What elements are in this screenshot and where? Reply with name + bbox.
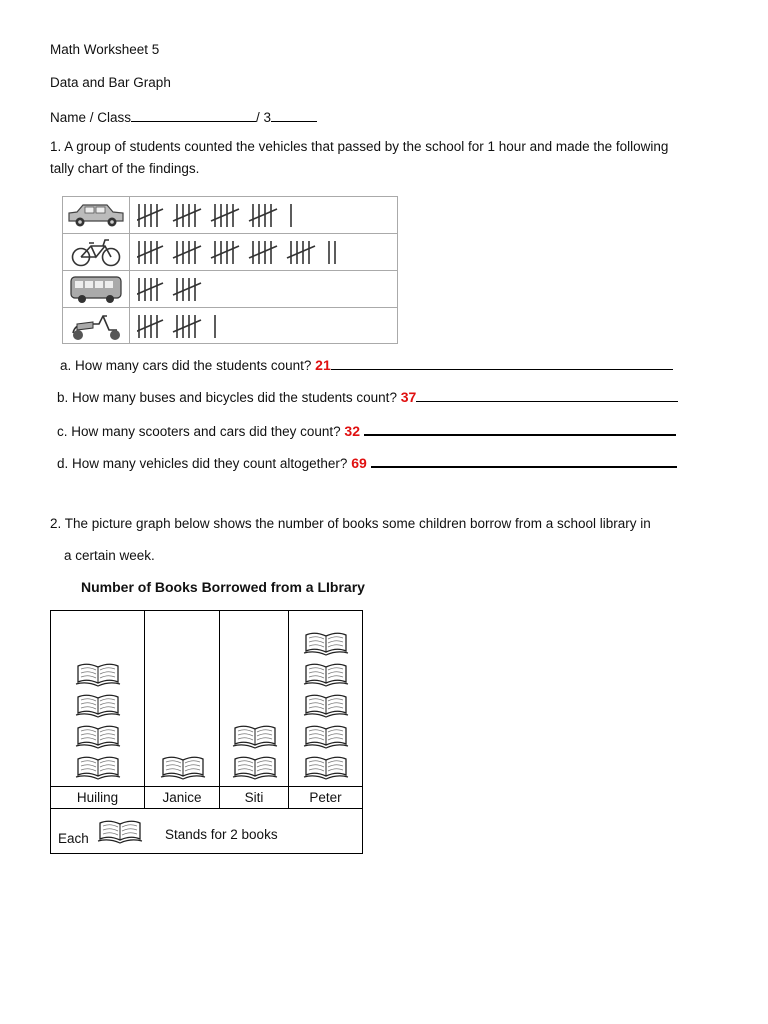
name-class-blank[interactable] (131, 107, 256, 122)
book-stack (220, 611, 288, 787)
graph-key (51, 808, 362, 854)
book-icon (75, 722, 121, 750)
child-name: Peter (289, 786, 362, 808)
q1b-question: b. How many buses and bicycles did the students count? (57, 390, 397, 405)
book-icon (232, 753, 278, 781)
graph-column-huiling (51, 611, 145, 808)
bicycle-icon (63, 234, 130, 270)
q2-prompt-line1: 2. The picture graph below shows the number of books some children borrow from a school library in (50, 516, 651, 531)
q1-prompt-line1: 1. A group of students counted the vehicles that passed by the school for 1 hour and made the following (50, 139, 669, 154)
class-suffix: / 3 (256, 110, 272, 125)
book-icon (75, 753, 121, 781)
q1-prompt-line2: tally chart of the findings. (50, 161, 200, 176)
graph-column-janice (145, 611, 220, 808)
q1b-answer-line[interactable] (416, 387, 678, 402)
book-icon (303, 691, 349, 719)
q1b-line (57, 387, 678, 405)
q1d-question: d. How many vehicles did they count altogether? (57, 456, 348, 471)
tally-marks-svg (137, 199, 393, 231)
tally-marks-svg (137, 273, 393, 305)
tally-chart (62, 196, 398, 344)
tally-marks (137, 273, 393, 305)
book-icon (303, 660, 349, 688)
book-icon (303, 722, 349, 750)
q1d-line (57, 452, 677, 471)
tally-row-bicycle (63, 234, 397, 271)
book-icon (160, 753, 206, 781)
name-class-line (50, 107, 317, 125)
child-name: Siti (220, 786, 288, 808)
bus-icon (63, 271, 130, 307)
book-icon (232, 722, 278, 750)
key-stands-label: Stands for 2 books (165, 827, 278, 842)
tally-row-bus (63, 271, 397, 308)
picture-graph (50, 610, 363, 854)
q1b-answer: 37 (400, 389, 417, 405)
q1a-answer-line[interactable] (331, 355, 673, 370)
book-icon (303, 753, 349, 781)
child-name: Janice (145, 786, 219, 808)
worksheet-title: Math Worksheet 5 (50, 42, 160, 57)
book-stack (145, 611, 219, 787)
graph-column-siti (220, 611, 289, 808)
q1d-answer-line[interactable] (371, 452, 677, 468)
q1a-line (60, 355, 673, 373)
scooter-icon (63, 308, 130, 344)
q1c-answer-line[interactable] (364, 420, 676, 436)
q2-prompt-line2: a certain week. (64, 548, 155, 563)
tally-marks-svg (137, 236, 393, 268)
picture-graph-title: Number of Books Borrowed from a LIbrary (81, 579, 365, 595)
name-class-label: Name / Class (50, 110, 132, 125)
car-icon (63, 197, 130, 233)
tally-marks (137, 236, 393, 268)
book-icon (75, 660, 121, 688)
key-each-label: Each (58, 831, 89, 846)
tally-marks (137, 310, 393, 342)
worksheet-topic: Data and Bar Graph (50, 75, 171, 90)
q1a-answer: 21 (315, 357, 331, 373)
book-stack (51, 611, 144, 787)
key-book-icon (97, 817, 143, 850)
book-stack (289, 611, 362, 787)
graph-column-peter (289, 611, 363, 808)
book-icon (303, 629, 349, 657)
tally-marks (137, 199, 393, 231)
q1c-question: c. How many scooters and cars did they count? (57, 424, 341, 439)
tally-row-scooter (63, 308, 397, 344)
child-name: Huiling (51, 786, 144, 808)
q1c-answer: 32 (344, 423, 360, 439)
book-icon (75, 691, 121, 719)
tally-marks-svg (137, 310, 393, 342)
q1c-line (57, 420, 676, 439)
class-number-blank[interactable] (271, 107, 317, 122)
q1a-question: a. How many cars did the students count? (60, 358, 312, 373)
tally-row-car (63, 197, 397, 234)
q1d-answer: 69 (351, 455, 367, 471)
